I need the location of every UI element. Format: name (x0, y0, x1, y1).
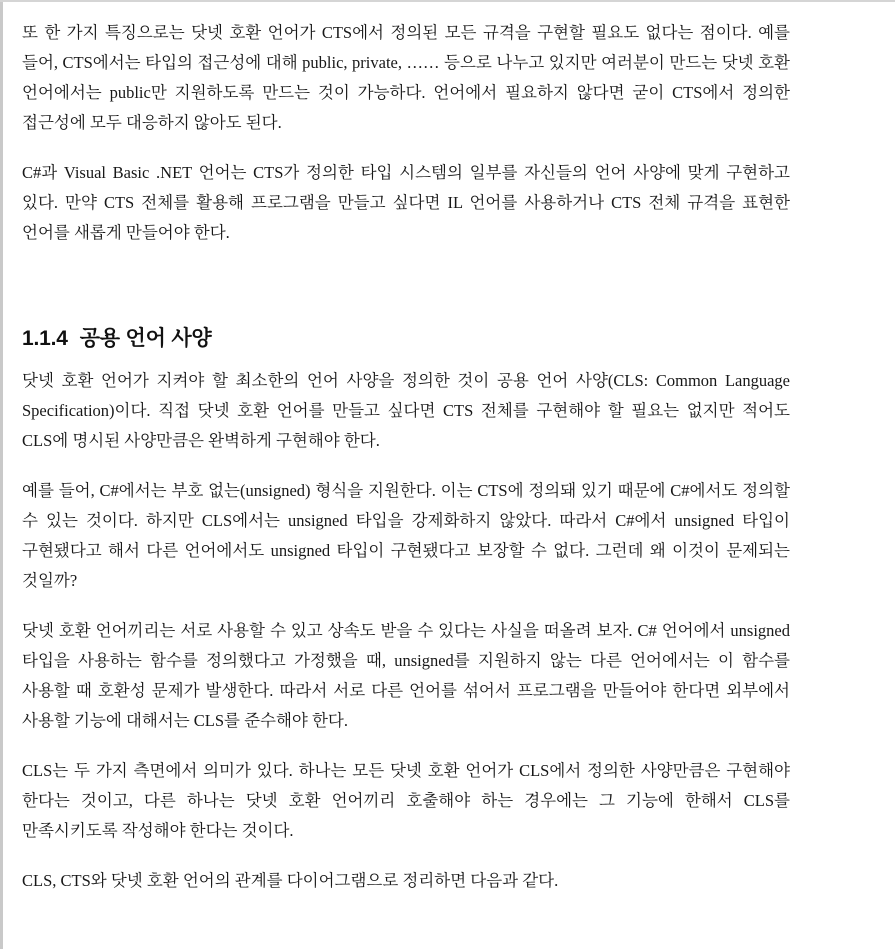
paragraph-csharp-vb-subset: C#과 Visual Basic .NET 언어는 CTS가 정의한 타입 시스템의 일부를 자신들의 언어 사양에 맞게 구현하고 있다. 만약 CTS 전체를 활용해 프로그램을 만들고 싶다면 IL 언어를 사용하거나 CTS 전체 규격을 표현한 언어를 새롭게 만들어야 한다. (22, 163, 790, 242)
page-content (22, 18, 790, 896)
section-heading-cls (22, 322, 790, 352)
paragraph-cts-no-need-full-impl: 또 한 가지 특징으로는 닷넷 호환 언어가 CTS에서 정의된 모든 규격을 구현할 필요도 없다는 점이다. 예를 들어, CTS에서는 타입의 접근성에 대해 public, private, …… 등으로 나누고 있지만 여러분이 만드는 닷넷 호환 언어에서는 public만 지원하도록 만드는 것이 가능하다. 언어에서 필요하지 않다면 굳이 CTS에서 정의한 접근성에 모두 대응하지 않아도 된다. (22, 23, 790, 132)
page-border-top (0, 0, 895, 2)
section-title: 공용 언어 사양 (79, 327, 212, 350)
paragraph-diagram-intro: CLS, CTS와 닷넷 호환 언어의 관계를 다이어그램으로 정리하면 다음과 같다. (22, 871, 559, 890)
paragraph-unsigned-example: 예를 들어, C#에서는 부호 없는(unsigned) 형식을 지원한다. 이는 CTS에 정의돼 있기 때문에 C#에서도 정의할 수 있는 것이다. 하지만 CLS에서는 unsigned 타입을 강제화하지 않았다. 따라서 C#에서 unsigned 타입이 구현됐다고 해서 다른 언어에서도 unsigned 타입이 구현됐다고 보장할 수 없다. 그런데 왜 이것이 문제되는 것일까? (22, 481, 790, 590)
paragraph-cls-definition: 닷넷 호환 언어가 지켜야 할 최소한의 언어 사양을 정의한 것이 공용 언어 사양(CLS: Common Language Specification)이다. 직접 닷넷 호환 언어를 만들고 싶다면 CTS 전체를 구현해야 할 필요는 없지만 적어도 CLS에 명시된 사양만큼은 완벽하게 구현해야 한다. (22, 371, 790, 450)
paragraph-interop-problem: 닷넷 호환 언어끼리는 서로 사용할 수 있고 상속도 받을 수 있다는 사실을 떠올려 보자. C# 언어에서 unsigned 타입을 사용하는 함수를 정의했다고 가정했을 때, unsigned를 지원하지 않는 다른 언어에서는 이 함수를 사용할 때 호환성 문제가 발생한다. 따라서 서로 다른 언어를 섞어서 프로그램을 만들어야 한다면 외부에서 사용할 기능에 대해서는 CLS를 준수해야 한다. (22, 621, 790, 730)
section-number: 1.1.4 (22, 327, 68, 350)
page-border-left (0, 0, 3, 949)
paragraph-cls-two-aspects: CLS는 두 가지 측면에서 의미가 있다. 하나는 모든 닷넷 호환 언어가 CLS에서 정의한 사양만큼은 구현해야 한다는 것이고, 다른 하나는 닷넷 호환 언어끼리 호출해야 하는 경우에는 그 기능에 한해서 CLS를 만족시키도록 작성해야 한다는 것이다. (22, 761, 790, 840)
heading-spacer (22, 268, 790, 286)
